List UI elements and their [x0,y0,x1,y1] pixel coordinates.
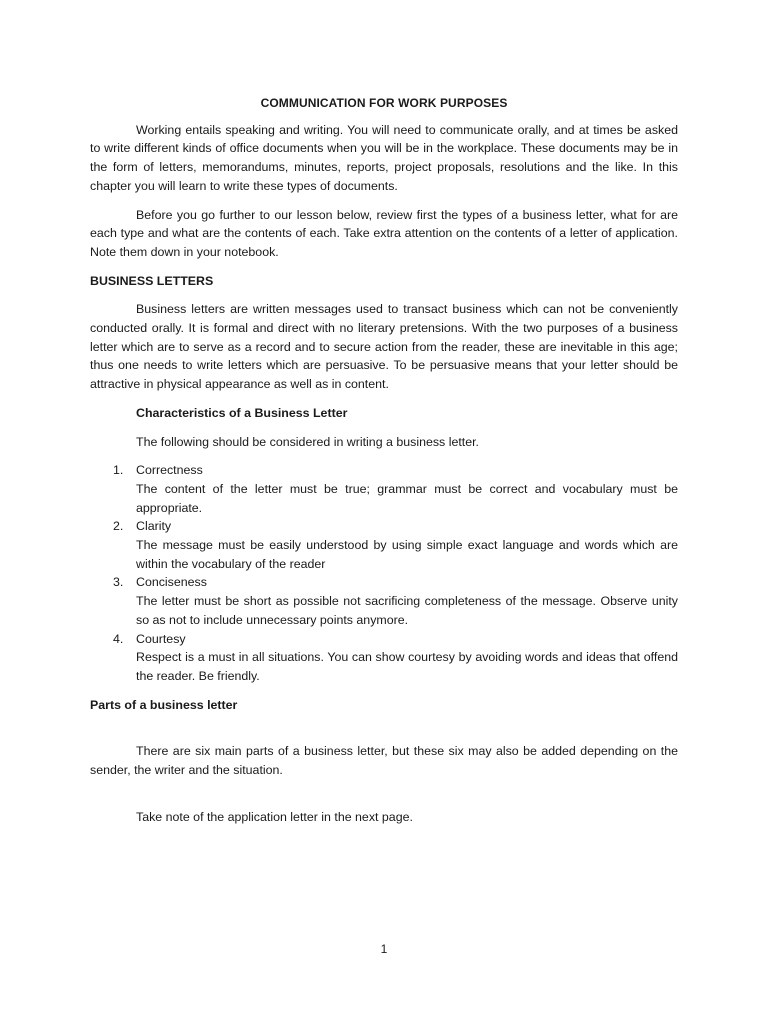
characteristics-heading: Characteristics of a Business Letter [136,405,348,420]
list-item-description: The message must be easily understood by using simple exact language and words which are within the vocabulary of the reader [136,538,678,571]
list-item [90,517,678,573]
list-item-description: The letter must be short as possible not sacrificing completeness of the message. Observe unity so as not to include unnecessary points anymore. [136,594,678,627]
list-item-number: 3. [113,575,124,590]
list-item [90,630,678,686]
list-item-term: Courtesy [136,631,186,646]
list-item [90,461,678,517]
spacer [90,724,678,742]
parts-paragraph: There are six main parts of a business letter, but these six may also be added depending on the sender, the writer and the situation. [90,744,678,778]
document-page [90,94,678,837]
spacer [90,790,678,808]
page-number: 1 [380,942,388,956]
characteristics-intro: The following should be considered in writing a business letter. [136,434,480,449]
characteristics-list [90,461,678,685]
parts-heading: Parts of a business letter [90,697,238,712]
list-item-description: Respect is a must in all situations. You can show courtesy by avoiding words and ideas that offend the reader. Be friendly. [136,650,678,683]
list-item-number: 4. [113,631,124,646]
list-item-description: The content of the letter must be true; grammar must be correct and vocabulary must be appropriate. [136,481,678,515]
list-item-term: Clarity [136,519,172,534]
business-letters-paragraph: Business letters are written messages used to transact business which can not be conveniently conducted orally. It is formal and direct with no literary pretensions. With the two purposes of a business letter which are to serve as a record and to secure action from the reader, these are inevitable in this age; thus one needs to write letters which are persuasive. To be persuasive means that your letter should be attractive in physical appearance as well as in content. [90,302,678,392]
list-item-term: Conciseness [136,575,207,590]
intro-paragraph: Working entails speaking and writing. You will need to communicate orally, and at times be asked to write different kinds of office documents when you will be in the workplace. These documents may be in the form of letters, memorandums, minutes, reports, project proposals, resolutions and the like. In this chapter you will learn to write these types of documents. [90,122,678,193]
business-letters-heading: BUSINESS LETTERS [90,273,214,288]
parts-note: Take note of the application letter in the next page. [136,809,413,824]
list-item-number: 2. [113,519,124,534]
list-item-term: Correctness [136,463,203,478]
list-item [90,573,678,629]
list-item-number: 1. [113,463,124,478]
document-title: COMMUNICATION FOR WORK PURPOSES [260,96,508,110]
review-paragraph: Before you go further to our lesson below, review first the types of a business letter, what for are each type and what are the contents of each. Take extra attention on the contents of a letter of application. Note them down in your notebook. [90,207,678,259]
